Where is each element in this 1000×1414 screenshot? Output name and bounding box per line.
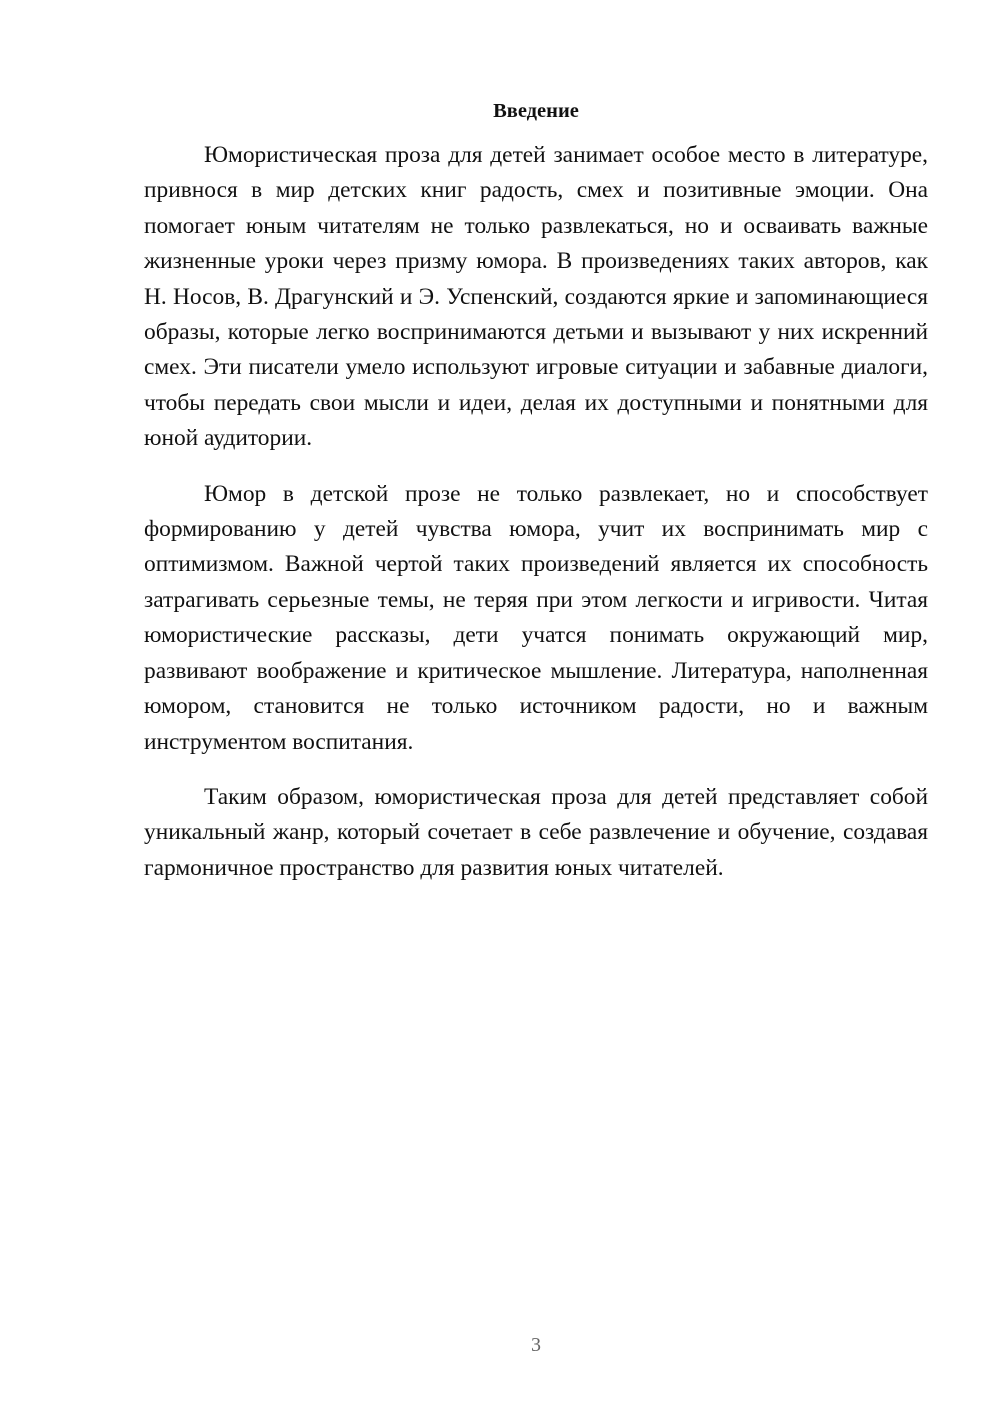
paragraph-humor-role: Юмор в детской прозе не только развлекает, но и способствует формированию у детей чувства юмора, учит их воспринимать мир с оптимизмом. Важной чертой таких произведений является их способность затрагивать серьезные темы, не теряя при этом легкости и игривости. Читая юмористические рассказы, дети учатся понимать окружающий мир, развивают воображение и критическое мышление. Литература, наполненная юмором, становится не только источником радости, но и важным инструментом воспитания. — [144, 480, 928, 755]
page-body — [144, 96, 928, 906]
paragraph-conclusion: Таким образом, юмористическая проза для детей представляет собой уникальный жанр, который сочетает в себе развлечение и обучение, создавая гармоничное пространство для развития юных читателей. — [144, 783, 928, 881]
paragraph-intro: Юмористическая проза для детей занимает особое место в литературе, привнося в мир детских книг радость, смех и позитивные эмоции. Она помогает юным читателям не только развлекаться, но и осваивать важные жизненные уроки через призму юмора. В произведениях таких авторов, как Н. Носов, В. Драгунский и Э. Успенский, создаются яркие и запоминающиеся образы, которые легко воспринимаются детьми и вызывают у них искренний смех. Эти писатели умело используют игровые ситуации и забавные диалоги, чтобы передать свои мысли и идеи, делая их доступными и понятными для юной аудитории. — [144, 142, 928, 452]
page-number: 3 — [531, 1334, 541, 1356]
section-heading: Введение — [493, 100, 579, 122]
